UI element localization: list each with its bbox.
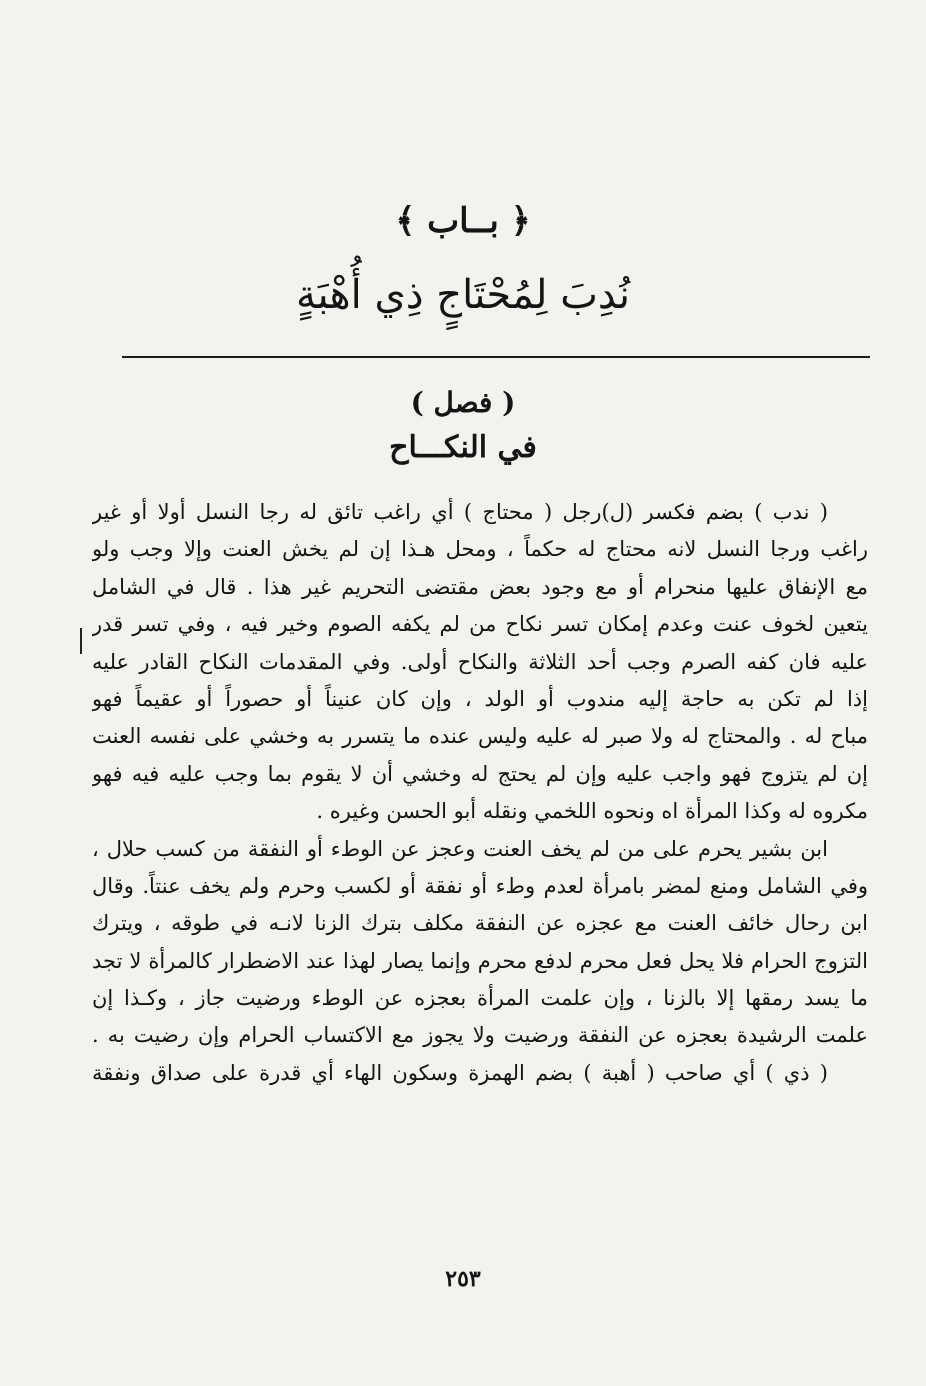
title-divider (122, 356, 870, 358)
text-line: يتعين لخوف عنت وعدم إمكان تسر نكاح من لم يكفه الصوم وخير فيه ، وفي تسر قدر (92, 612, 868, 637)
text-line: إن لم يتزوج فهو واجب عليه وإن لم يحتج له وخشي أن لا يقوم بما وجب عليه فيه فهو (92, 761, 868, 786)
text-line: التزوج الحرام فلا يحل فعل محرم لدفع محرم وإنما يصار لهذا عند الاضطرار كالمرأة لا تجد (92, 948, 868, 973)
bab-heading: ﴿ بــاب ﴾ (395, 201, 531, 241)
text-line: مكروه له وكذا المرأة اه ونحوه اللخمي ونقله أبو الحسن وغيره . (316, 799, 868, 824)
text-line: ( ندب ) بضم فكسر (ل)رجل ( محتاج ) أي راغب تائق له رجا النسل أولا أو غير (92, 500, 828, 524)
chapter-title: نُدِبَ لِمُحْتَاجٍ ذِي أُهْبَةٍ (296, 272, 630, 318)
text-line: راغب ورجا النسل لانه محتاج له حكماً ، ومحل هـذا إن لم يخش العنت وإلا وجب ولو (92, 537, 868, 562)
text-line: ما يسد رمقها إلا بالزنا ، وإن علمت المرأة بعجزه عن الوطء ورضيت جاز ، وكـذا إن (92, 986, 868, 1011)
text-line: ابن بشير يحرم على من لم يخف العنت وعجز عن الوطء أو النفقة من كسب حلال ، (92, 836, 828, 861)
margin-mark (80, 628, 82, 654)
text-line: مباح له . والمحتاج له ولا صبر له عليه وليس عنده ما يتسرر به وخشي على نفسه العنت (92, 724, 868, 749)
text-line: إذا لم تكن به حاجة إليه مندوب أو الولد ، وإن كان عنيناً أو حصوراً أو عقيماً فهو (92, 686, 868, 711)
body-text (92, 494, 868, 1092)
text-line: عليه فان كفه الصرم وجب أحد الثلاثة والنكاح أولى. وفي المقدمات النكاح القادر عليه (92, 649, 868, 674)
text-line: مع الإنفاق عليها منحرام أو مع وجود بعض مقتضى التحريم غير هذا . قال في الشامل (92, 574, 868, 599)
page-number: ٢٥٣ (445, 1266, 481, 1292)
text-line: ( ذي ) أي صاحب ( أهبة ) بضم الهمزة وسكون الهاء أي قدرة على صداق ونفقة (92, 1060, 828, 1085)
text-line: ابن رحال خائف العنت مع عجزه عن النفقة مكلف بترك الزنا لانـه في طوقه ، ويترك (92, 911, 868, 936)
section-subheading: في النكـــاح (389, 430, 537, 465)
text-line: وفي الشامل ومنع لمضر بامرأة لعدم وطء أو نفقة أو لكسب وحرم ولم يخف عنتاً. وقال (92, 873, 868, 898)
text-line: علمت الرشيدة بعجزه عن النفقة ورضيت ولا يجوز مع الاكتساب الحرام وإن رضيت به . (92, 1023, 868, 1048)
section-heading: ( فصل ) (410, 386, 516, 419)
